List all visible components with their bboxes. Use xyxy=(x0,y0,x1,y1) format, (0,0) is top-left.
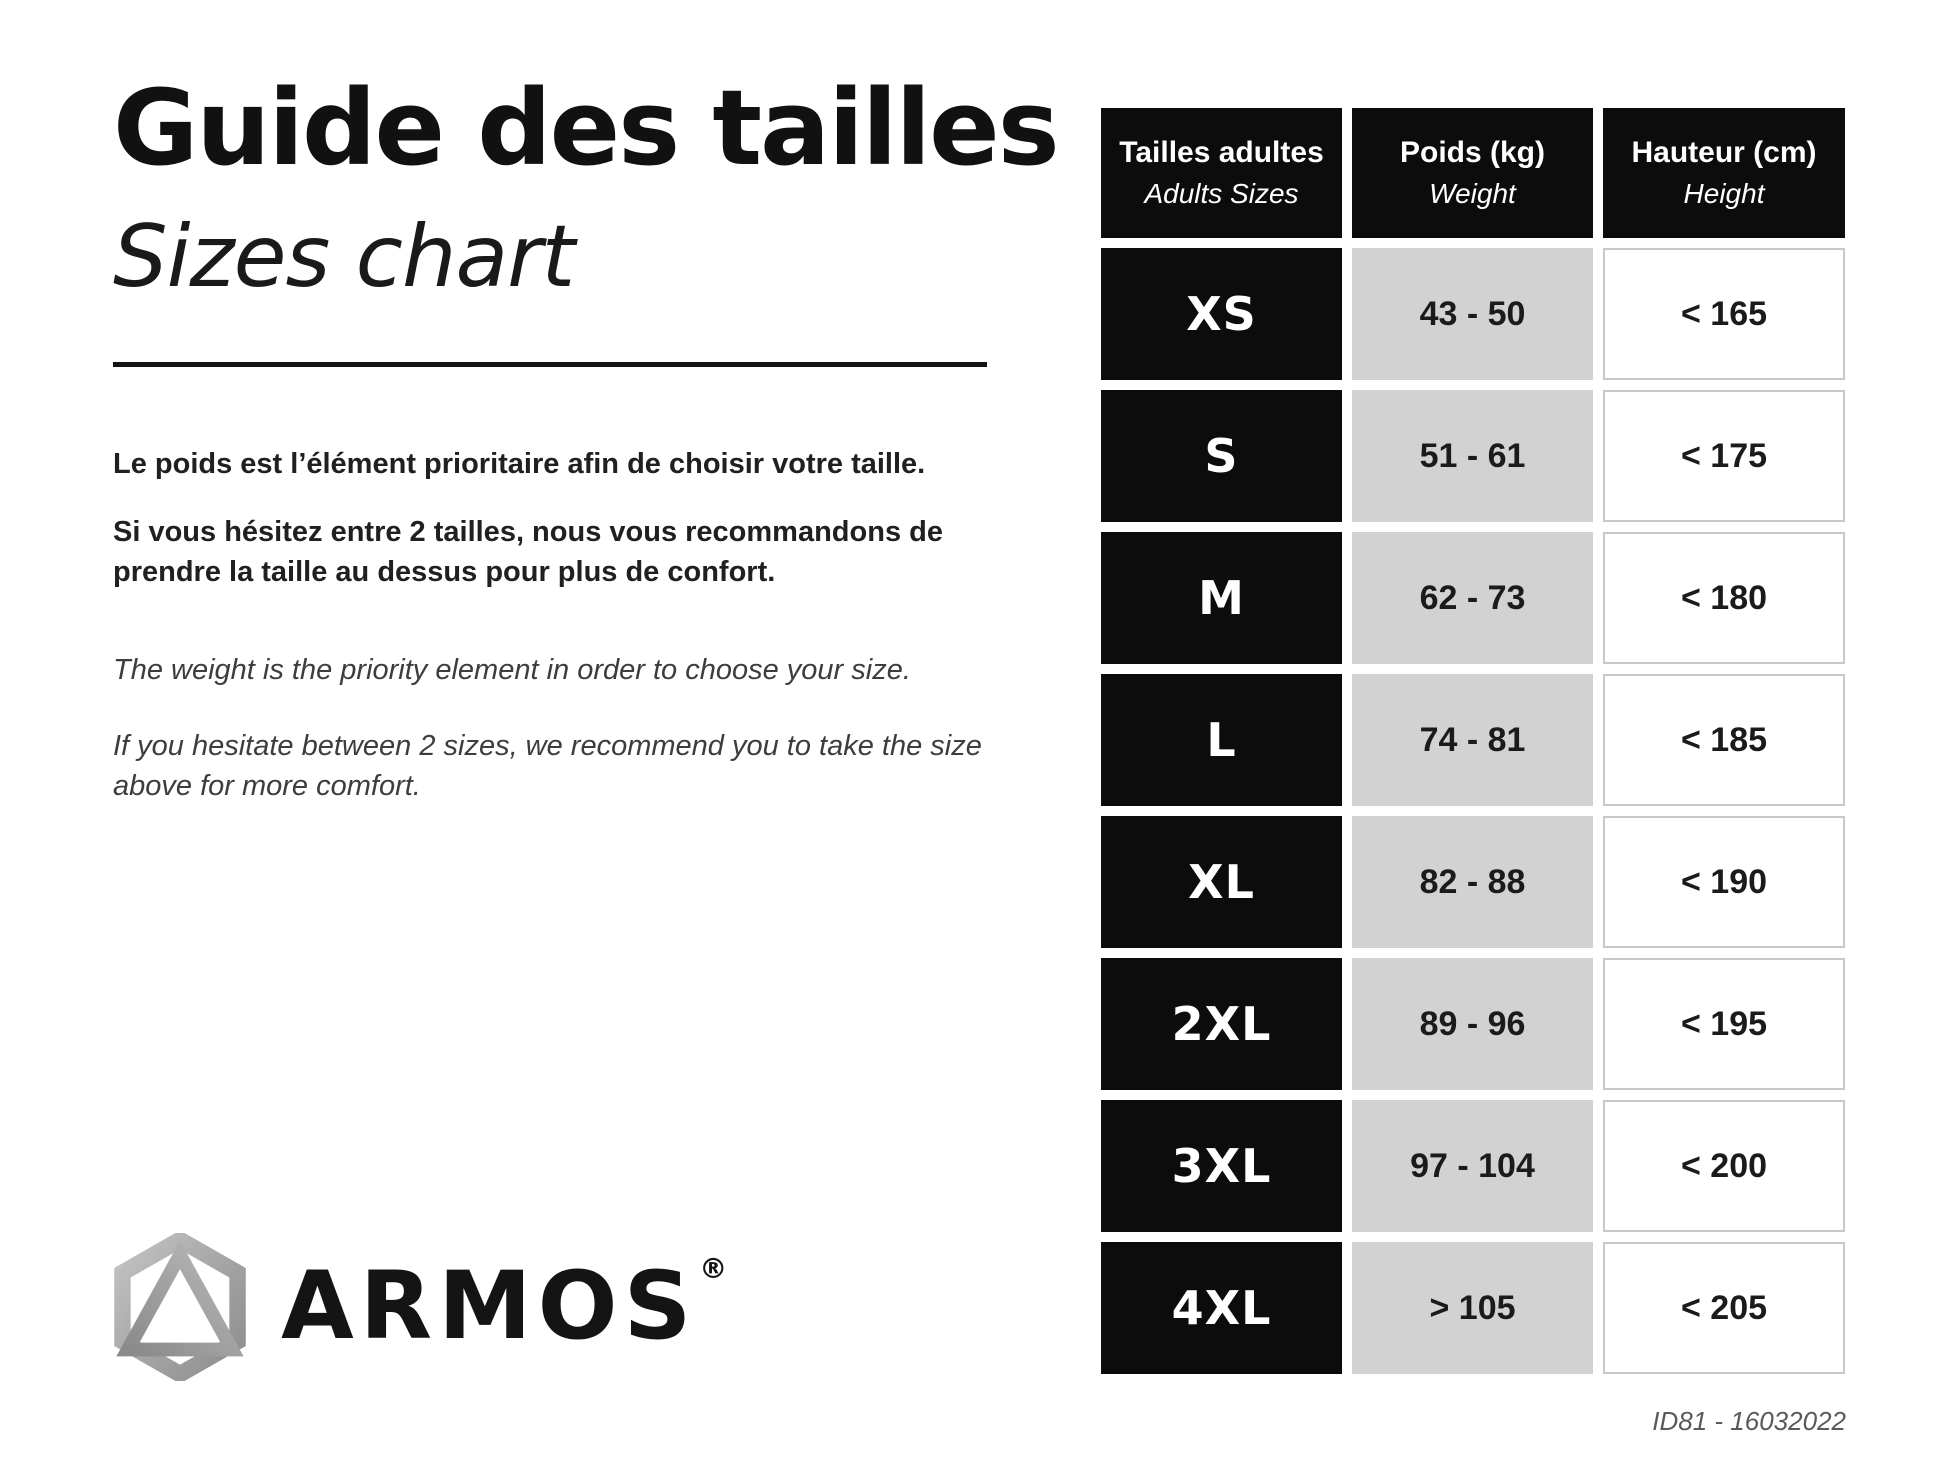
intro-en-hesitate: If you hesitate between 2 sizes, we recommend you to take the size above for more comfort. xyxy=(113,730,982,803)
page-subtitle: Sizes chart xyxy=(113,207,575,307)
size-cell: M xyxy=(1101,532,1342,664)
header-sizes-fr: Tailles adultes xyxy=(1119,136,1324,169)
hexagon-triangle-icon xyxy=(111,1233,249,1381)
height-cell: < 180 xyxy=(1603,532,1845,664)
size-cell: S xyxy=(1101,390,1342,522)
header-weight xyxy=(1352,108,1593,238)
weight-cell: 51 - 61 xyxy=(1352,390,1593,522)
divider-line xyxy=(113,362,987,367)
header-weight-fr: Poids (kg) xyxy=(1399,136,1545,169)
weight-cell: > 105 xyxy=(1352,1242,1593,1374)
header-sizes-en: Adults Sizes xyxy=(1144,178,1299,209)
header-height-en: Height xyxy=(1683,178,1765,209)
height-cell: < 205 xyxy=(1603,1242,1845,1374)
document-id: ID81 - 16032022 xyxy=(1652,1406,1846,1436)
height-cell: < 195 xyxy=(1603,958,1845,1090)
brand-name: ARMOS xyxy=(281,1252,698,1361)
weight-cell: 43 - 50 xyxy=(1352,248,1593,380)
height-cell: < 185 xyxy=(1603,674,1845,806)
header-height-fr: Hauteur (cm) xyxy=(1631,136,1817,169)
brand-logo xyxy=(111,1233,728,1381)
size-cell: 3XL xyxy=(1101,1100,1342,1232)
header-sizes xyxy=(1101,108,1342,238)
size-cell: 4XL xyxy=(1101,1242,1342,1374)
size-cell: 2XL xyxy=(1101,958,1342,1090)
size-cell: XS xyxy=(1101,248,1342,380)
size-cell: L xyxy=(1101,674,1342,806)
size-cell: XL xyxy=(1101,816,1342,948)
registered-mark: ® xyxy=(699,1251,728,1285)
weight-cell: 74 - 81 xyxy=(1352,674,1593,806)
header-height xyxy=(1603,108,1845,238)
height-cell: < 200 xyxy=(1603,1100,1845,1232)
intro-fr-hesitate: Si vous hésitez entre 2 tailles, nous vous recommandons de prendre la taille au dessus pour plus de confort. xyxy=(113,516,943,589)
brand-wordmark xyxy=(281,1251,728,1361)
intro-fr-weight: Le poids est l’élément prioritaire afin de choisir votre taille. xyxy=(113,448,926,480)
weight-cell: 62 - 73 xyxy=(1352,532,1593,664)
header-weight-en: Weight xyxy=(1429,178,1516,209)
height-cell: < 165 xyxy=(1603,248,1845,380)
height-cell: < 175 xyxy=(1603,390,1845,522)
weight-cell: 97 - 104 xyxy=(1352,1100,1593,1232)
height-cell: < 190 xyxy=(1603,816,1845,948)
intro-en-weight: The weight is the priority element in order to choose your size. xyxy=(113,654,911,686)
weight-cell: 82 - 88 xyxy=(1352,816,1593,948)
weight-cell: 89 - 96 xyxy=(1352,958,1593,1090)
page-title: Guide des tailles xyxy=(113,67,1058,189)
size-table xyxy=(1101,108,1845,1374)
